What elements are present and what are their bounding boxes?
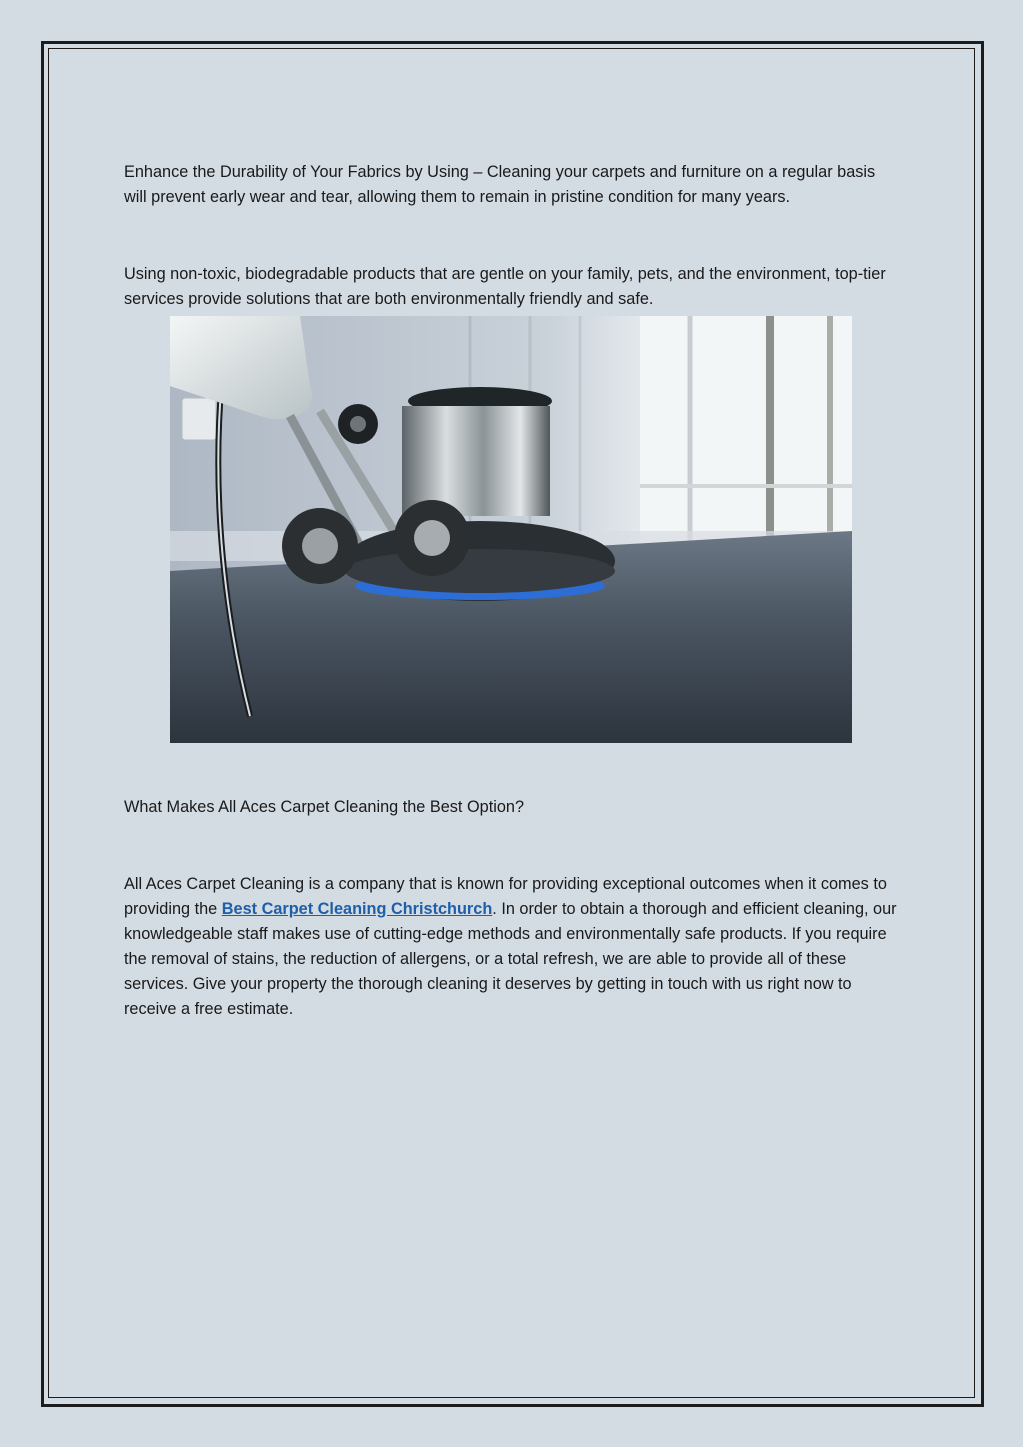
paragraph-company: [124, 872, 899, 1022]
section-heading: What Makes All Aces Carpet Cleaning the Best Option?: [124, 798, 525, 816]
best-carpet-cleaning-link[interactable]: Best Carpet Cleaning Christchurch: [221, 900, 493, 918]
document-content: [124, 160, 899, 1022]
company-text-before: All Aces Carpet Cleaning is a company that is known for providing exceptional outcomes when it comes to providing the: [124, 875, 887, 918]
paragraph-durability: Enhance the Durability of Your Fabrics by Using – Cleaning your carpets and furniture on a regular basis will prevent early wear and tear, allowing them to remain in pristine condition for many years.: [124, 163, 876, 206]
company-text-after: . In order to obtain a thorough and efficient cleaning, our knowledgeable staff makes use of cutting-edge methods and environmentally safe products. If you require the removal of stains, the reduction of allergens, or a total refresh, we are able to provide all of these services. Give your property the thorough cleaning it deserves by getting in touch with us right now to receive a free estimate.: [124, 900, 897, 1018]
carpet-cleaning-machine-photo: [170, 316, 852, 743]
paragraph-eco: Using non-toxic, biodegradable products that are gentle on your family, pets, and the environment, top-tier services provide solutions that are both environmentally friendly and safe.: [124, 265, 886, 308]
